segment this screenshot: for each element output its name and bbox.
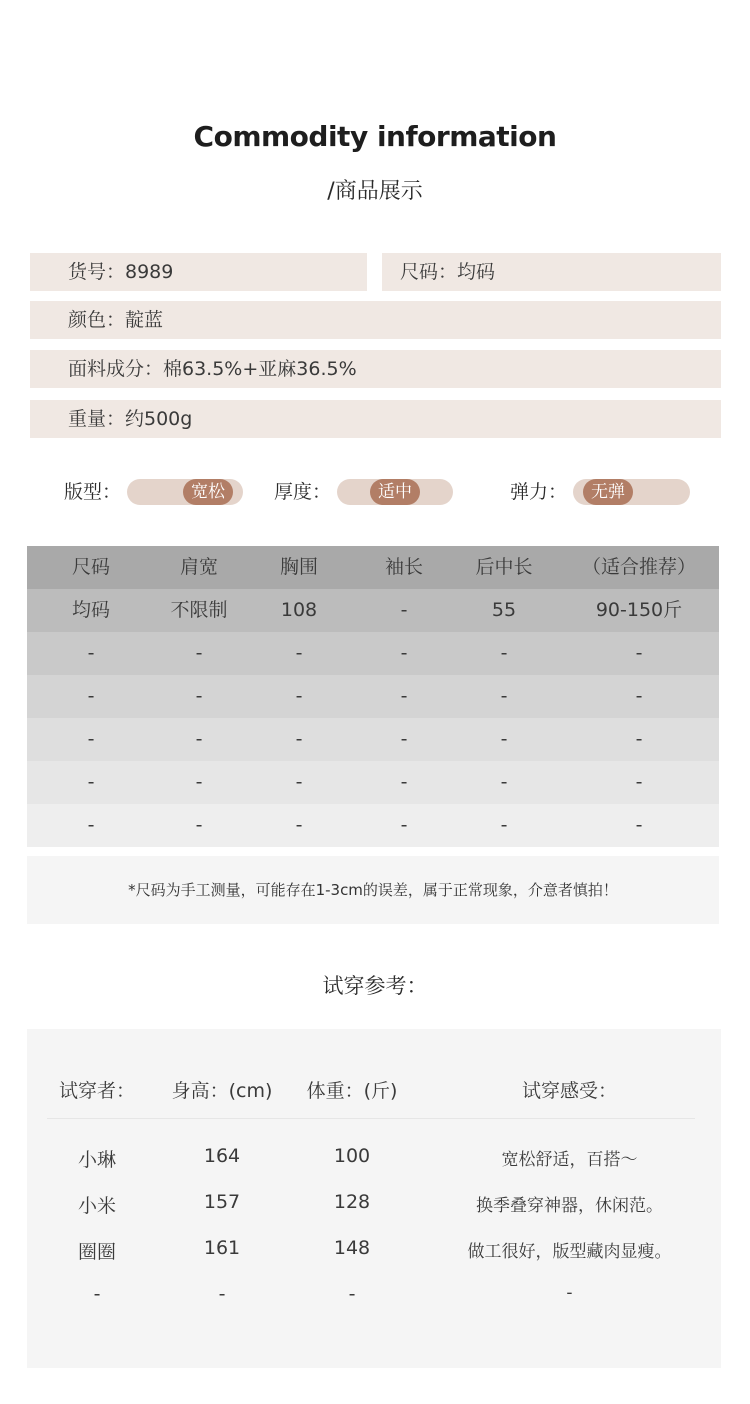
table-row	[27, 718, 719, 761]
elasticity-scale	[573, 479, 690, 505]
tryon-cell: -	[93, 1283, 101, 1305]
tryon-cell: 换季叠穿神器，休闲范。	[476, 1196, 663, 1216]
table-cell: -	[500, 728, 508, 750]
color-info: 颜色：靛蓝	[30, 301, 721, 339]
table-cell: -	[400, 599, 408, 621]
table-cell: 55	[491, 599, 517, 621]
table-cell: -	[635, 642, 643, 664]
tryon-cell: 宽松舒适，百搭～	[501, 1150, 638, 1170]
table-cell: -	[87, 771, 95, 793]
tryon-cell: 小米	[77, 1195, 116, 1217]
table-cell: -	[635, 685, 643, 707]
tryon-cell: 100	[333, 1145, 371, 1167]
size-table	[27, 546, 719, 847]
fit-scale	[127, 479, 243, 505]
header-cell: 胸围	[279, 556, 318, 578]
fit-label: 版型：	[64, 481, 122, 503]
table-cell: -	[635, 814, 643, 836]
tryon-header-weight: 体重：(斤)	[306, 1080, 398, 1102]
tryon-header-height: 身高：(cm)	[171, 1080, 273, 1102]
table-cell: -	[295, 685, 303, 707]
tryon-cell: 164	[203, 1145, 241, 1167]
tryon-cell: 128	[333, 1191, 371, 1213]
tryon-table	[27, 1029, 721, 1368]
table-cell: -	[87, 814, 95, 836]
table-cell: -	[500, 685, 508, 707]
page-title: Commodity information	[193, 120, 557, 153]
weight-info: 重量：约500g	[30, 400, 721, 438]
page-subtitle: /商品展示	[327, 179, 423, 204]
tryon-cell: 161	[203, 1237, 241, 1259]
table-cell: -	[400, 728, 408, 750]
table-row	[27, 761, 719, 804]
table-cell: -	[295, 771, 303, 793]
table-cell: -	[400, 685, 408, 707]
table-cell: -	[195, 642, 203, 664]
elasticity-label: 弹力：	[510, 481, 568, 503]
table-cell: -	[500, 814, 508, 836]
header-cell: （适合推荐）	[581, 556, 696, 578]
tryon-cell: 148	[333, 1237, 371, 1259]
table-cell: -	[87, 685, 95, 707]
table-cell: 不限制	[170, 599, 228, 621]
table-cell: 108	[280, 599, 318, 621]
table-cell: -	[635, 771, 643, 793]
table-cell: -	[87, 642, 95, 664]
table-cell: -	[295, 728, 303, 750]
tryon-cell: -	[348, 1283, 356, 1305]
table-cell: -	[195, 814, 203, 836]
size-table-header	[27, 546, 719, 589]
item-number: 货号：8989	[30, 253, 367, 291]
fit-value: 宽松	[183, 479, 233, 505]
size-info: 尺码：均码	[382, 253, 721, 291]
thickness-value: 适中	[370, 479, 420, 505]
tryon-cell: 157	[203, 1191, 241, 1213]
tryon-header-feedback: 试穿感受：	[521, 1080, 617, 1102]
table-cell: -	[195, 685, 203, 707]
header-cell: 袖长	[384, 556, 423, 578]
header-cell: 后中长	[475, 556, 533, 578]
table-cell: 均码	[71, 599, 110, 621]
table-row	[27, 589, 719, 632]
table-cell: -	[295, 814, 303, 836]
header-cell: 肩宽	[179, 556, 218, 578]
table-cell: 90-150斤	[595, 599, 683, 621]
tryon-cell: 小琳	[77, 1149, 116, 1171]
measurement-note: *尺码为手工测量，可能存在1-3cm的误差，属于正常现象，介意者慎拍！	[27, 856, 719, 924]
table-row	[27, 804, 719, 847]
thickness-scale	[337, 479, 453, 505]
tryon-title: 试穿参考：	[322, 974, 428, 998]
table-cell: -	[400, 771, 408, 793]
table-row	[27, 632, 719, 675]
tryon-cell: 圈圈	[77, 1241, 116, 1263]
elasticity-value: 无弹	[583, 479, 633, 505]
table-cell: -	[87, 728, 95, 750]
thickness-label: 厚度：	[274, 481, 332, 503]
fabric-info: 面料成分：棉63.5%+亚麻36.5%	[30, 350, 721, 388]
tryon-cell: -	[218, 1283, 226, 1305]
table-row	[27, 675, 719, 718]
table-cell: -	[500, 642, 508, 664]
table-cell: -	[500, 771, 508, 793]
table-cell: -	[400, 642, 408, 664]
tryon-divider	[47, 1118, 695, 1119]
table-cell: -	[295, 642, 303, 664]
tryon-cell: 做工很好，版型藏肉显瘦。	[467, 1242, 672, 1262]
table-cell: -	[195, 771, 203, 793]
table-cell: -	[400, 814, 408, 836]
header-cell: 尺码	[71, 556, 110, 578]
table-cell: -	[635, 728, 643, 750]
tryon-header-tester: 试穿者：	[58, 1080, 135, 1102]
table-cell: -	[195, 728, 203, 750]
tryon-cell: -	[566, 1283, 573, 1303]
